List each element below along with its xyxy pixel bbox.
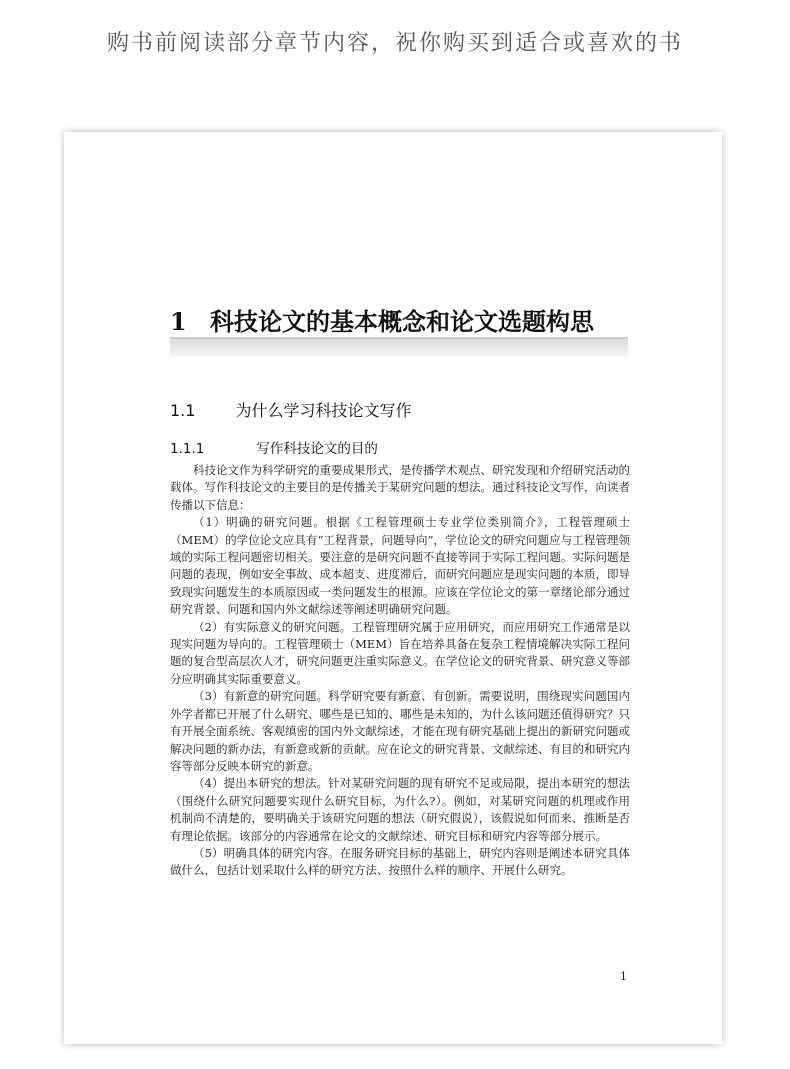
book-page xyxy=(64,132,722,1044)
body-text xyxy=(170,462,630,880)
paragraph-3: （3）有新意的研究问题。科学研究要有新意、有创新。需要说明，围绕现实问题国内外学者都已开展了什么研究、哪些是已知的、哪些是未知的，为什么该问题还值得研究？只有开展全面系统、客观缜密的国内外文献综述，才能在现有研究基础上提出的新研究问题或解决问题的新办法，有新意或新的贡献。应在论文的研究背景、文献综述、有目的和研究内容等部分反映本研究的新意。 xyxy=(170,689,630,773)
chapter-title xyxy=(170,302,640,337)
subsection-title xyxy=(170,437,378,457)
section-number: 1.1 xyxy=(170,401,196,420)
paragraph-5: （5）明确具体的研究内容。在服务研究目标的基础上，研究内容则是阐述本研究具体做什么，包括计划采取什么样的研究方法、按照什么样的顺序、开展什么研究。 xyxy=(170,845,630,878)
paragraph-1: （1）明确的研究问题。根据《工程管理硕士专业学位类别简介》，工程管理硕士（MEM）的学位论文应具有“工程背景，问题导向”，学位论文的研究问题应与工程管理领域的实际工程问题密切相关。要注意的是研究问题不直接等同于实际工程问题。实际问题是问题的表现，例如安全事故、成本超支、进度滞后，而研究问题应是现实问题的本质，即导致现实问题发生的本质原因或一类问题发生的根源。应该在学位论文的第一章绪论部分通过研究背景、问题和国内外文献综述等阐述明确研究问题。 xyxy=(170,515,630,617)
chapter-rule xyxy=(170,337,628,357)
paragraph-4: （4）提出本研究的想法。针对某研究问题的现有研究不足或局限，提出本研究的想法（围绕什么研究问题要实现什么研究目标，为什么?）。例如，对某研究问题的机理或作用机制尚不清楚的，要明确关于该研究问题的想法（研究假说），该假说如何而来、推断是否有理论依据。该部分的内容通常在论文的文献综述、研究目标和研究内容等部分展示。 xyxy=(170,776,630,843)
chapter-title-text: 科技论文的基本概念和论文选题构思 xyxy=(210,307,594,336)
subsection-title-text: 写作科技论文的目的 xyxy=(256,441,378,457)
paragraph-intro: 科技论文作为科学研究的重要成果形式，是传播学术观点、研究发现和介绍研究活动的载体。写作科技论文的主要目的是传播关于某研究问题的想法。通过科技论文写作，向读者传播以下信息： xyxy=(170,463,630,512)
section-title xyxy=(170,398,411,421)
preview-banner: 购书前阅读部分章节内容，祝你购买到适合或喜欢的书 xyxy=(106,31,683,56)
paragraph-2: （2）有实际意义的研究问题。工程管理研究属于应用研究，而应用研究工作通常是以现实问题为导向的。工程管理硕士（MEM）旨在培养具备在复杂工程情境解决实际工程问题的复合型高层次人才，研究问题更注重实际意义。在学位论文的研究背景、研究意义等部分应明确其实际重要意义。 xyxy=(170,619,630,686)
page-number: 1 xyxy=(620,970,627,983)
chapter-number: 1 xyxy=(170,307,187,336)
subsection-number: 1.1.1 xyxy=(170,441,205,457)
section-title-text: 为什么学习科技论文写作 xyxy=(235,401,412,420)
